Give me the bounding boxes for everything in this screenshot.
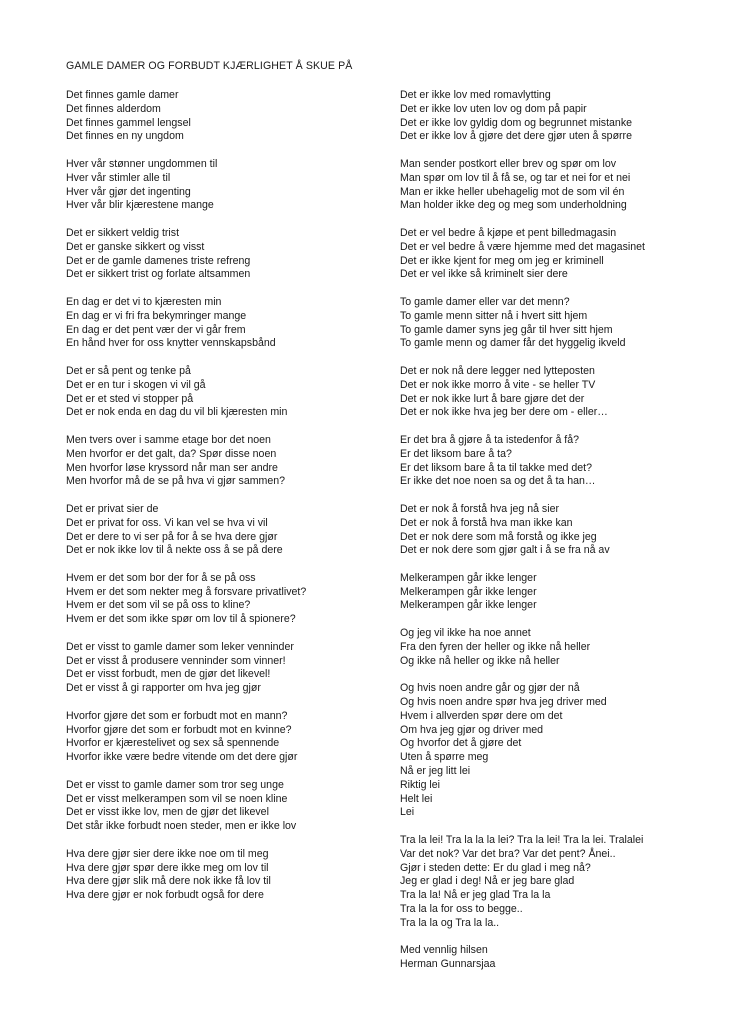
poem-line: To gamle damer eller var det menn? bbox=[400, 295, 570, 308]
poem-line: Det er nok ikke morro å vite - se heller TV bbox=[400, 378, 596, 391]
poem-line: Helt lei bbox=[400, 792, 433, 805]
poem-line: Det er ikke lov med romavlytting bbox=[400, 89, 551, 101]
stanza bbox=[400, 434, 720, 489]
poem-line: Men hvorfor er det galt, da? Spør disse noen bbox=[66, 447, 277, 460]
poem-line: Det er nok ikke hva jeg ber dere om - eller… bbox=[400, 406, 608, 419]
poem-line: Er det liksom bare å ta? bbox=[400, 447, 512, 460]
poem-line: Det er privat sier de bbox=[66, 502, 159, 515]
poem-line: Hvem er det som nekter meg å forsvare privatlivet? bbox=[66, 585, 307, 598]
poem-line: Hver vår stimler alle til bbox=[66, 171, 171, 184]
poem-line: Melkerampen går ikke lenger bbox=[400, 585, 537, 598]
poem-line: Med vennlig hilsen bbox=[400, 944, 488, 957]
poem-line: Hver vår stønner ungdommen til bbox=[66, 157, 218, 170]
poem-line: Det er nok dere som gjør galt i å se fra nå av bbox=[400, 544, 610, 557]
stanza bbox=[66, 296, 396, 351]
poem-line: Det er vel ikke så kriminelt sier dere bbox=[400, 268, 568, 281]
poem-line: En dag er vi fri fra bekymringer mange bbox=[66, 309, 247, 322]
poem-line: Det er visst å gi rapporter om hva jeg gjør bbox=[66, 682, 261, 695]
stanza bbox=[66, 503, 396, 558]
poem-line: Det er vel bedre å kjøpe et pent billedmagasin bbox=[400, 226, 617, 239]
left-column bbox=[66, 89, 396, 917]
poem-line: Hvem i allverden spør dere om det bbox=[400, 709, 563, 722]
poem-line: Om hva jeg gjør og driver med bbox=[400, 723, 544, 736]
poem-line: Hver vår gjør det ingenting bbox=[66, 185, 191, 198]
poem-line: Det finnes alderdom bbox=[66, 102, 161, 115]
poem-line: Det er ikke kjent for meg om jeg er kriminell bbox=[400, 254, 604, 267]
stanza bbox=[400, 365, 720, 420]
poem-line: Er det bra å gjøre å ta istedenfor å få? bbox=[400, 433, 580, 446]
poem-line: Det er nok ikke lov til å nekte oss å se på dere bbox=[66, 544, 283, 557]
poem-line: Det er nok dere som må forstå og ikke jeg bbox=[400, 530, 597, 543]
poem-line: To gamle menn sitter nå i hvert sitt hjem bbox=[400, 309, 588, 322]
poem-line: Det er visst ikke lov, men de gjør det likevel bbox=[66, 806, 269, 819]
poem-line: Og hvis noen andre spør hva jeg driver med bbox=[400, 696, 607, 709]
poem-line: Man er ikke heller ubehagelig mot de som vil én bbox=[400, 185, 625, 198]
poem-line: Det er nok nå dere legger ned lytteposten bbox=[400, 364, 595, 377]
poem-line: Lei bbox=[400, 806, 415, 819]
poem-line: Hvorfor gjøre det som er forbudt mot en kvinne? bbox=[66, 723, 292, 736]
poem-line: Det er vel bedre å være hjemme med det magasinet bbox=[400, 240, 645, 253]
poem-line: Men hvorfor må de se på hva vi gjør sammen? bbox=[66, 475, 286, 488]
poem-line: Melkerampen går ikke lenger bbox=[400, 599, 537, 612]
poem-line: Hvem er det som vil se på oss to kline? bbox=[66, 599, 251, 612]
poem-line: Hvorfor er kjærestelivet og sex så spennende bbox=[66, 737, 280, 750]
poem-line: En dag er det vi to kjæresten min bbox=[66, 295, 222, 308]
poem-line: Tra la lei! Tra la la la lei? Tra la lei! Tra la lei. Tralalei bbox=[400, 834, 644, 847]
poem-line: En dag er det pent vær der vi går frem bbox=[66, 323, 246, 336]
poem-line: Hva dere gjør sier dere ikke noe om til meg bbox=[66, 847, 269, 860]
poem-line: Det er dere to vi ser på for å se hva dere gjør bbox=[66, 530, 278, 543]
poem-line: Men hvorfor løse kryssord når man ser andre bbox=[66, 461, 278, 474]
poem-line: Tra la la og Tra la la.. bbox=[400, 916, 500, 929]
poem-line: Man spør om lov til å få se, og tar et nei for et nei bbox=[400, 171, 631, 184]
stanza bbox=[66, 365, 396, 420]
poem-line: Er ikke det noe noen sa og det å ta han… bbox=[400, 475, 596, 488]
poem-line: Det er visst å produsere venninder som vinner! bbox=[66, 654, 286, 667]
poem-line: Det er ikke lov gyldig dom og begrunnet mistanke bbox=[400, 116, 633, 129]
stanza bbox=[66, 89, 396, 144]
poem-line: Og hvorfor det å gjøre det bbox=[400, 737, 522, 750]
poem-line: Det er visst to gamle damer som tror seg unge bbox=[66, 778, 284, 791]
poem-line: En hånd hver for oss knytter vennskapsbånd bbox=[66, 337, 276, 350]
poem-line: Gjør i steden dette: Er du glad i meg nå? bbox=[400, 861, 591, 874]
poem-line: Det finnes en ny ungdom bbox=[66, 130, 184, 143]
poem-line: To gamle damer syns jeg går til hver sitt hjem bbox=[400, 323, 613, 336]
stanza bbox=[400, 227, 720, 282]
poem-line: Det er sikkert veldig trist bbox=[66, 226, 180, 239]
poem-line: Hvem er det som ikke spør om lov til å spionere? bbox=[66, 613, 296, 626]
poem-line: Det er en tur i skogen vi vil gå bbox=[66, 378, 206, 391]
poem-line: Riktig lei bbox=[400, 778, 441, 791]
stanza bbox=[66, 641, 396, 696]
poem-line: Det er visst forbudt, men de gjør det likevel! bbox=[66, 668, 271, 681]
poem-line: Det står ikke forbudt noen steder, men er ikke lov bbox=[66, 820, 297, 833]
stanza bbox=[66, 779, 396, 834]
poem-line: Tra la la for oss to begge.. bbox=[400, 903, 523, 916]
poem-line: Var det nok? Var det bra? Var det pent? Ånei.. bbox=[400, 847, 616, 860]
poem-line: Det er ganske sikkert og visst bbox=[66, 240, 205, 253]
poem-line: Hva dere gjør er nok forbudt også for dere bbox=[66, 889, 264, 902]
poem-line: Det er et sted vi stopper på bbox=[66, 392, 194, 405]
stanza bbox=[400, 627, 720, 668]
stanza bbox=[66, 158, 396, 213]
poem-line: Nå er jeg litt lei bbox=[400, 765, 471, 778]
right-column bbox=[400, 89, 720, 986]
poem-line: Det er visst melkerampen som vil se noen kline bbox=[66, 792, 288, 805]
poem-line: Melkerampen går ikke lenger bbox=[400, 571, 537, 584]
poem-line: Hvem er det som bor der for å se på oss bbox=[66, 571, 256, 584]
stanza bbox=[400, 682, 720, 820]
stanza bbox=[400, 296, 720, 351]
stanza bbox=[400, 503, 720, 558]
stanza bbox=[66, 227, 396, 282]
poem-line: Hvorfor gjøre det som er forbudt mot en mann? bbox=[66, 709, 288, 722]
stanza bbox=[400, 158, 720, 213]
poem-line: Det er nok å forstå hva man ikke kan bbox=[400, 516, 573, 529]
poem-line: Det er de gamle damenes triste refreng bbox=[66, 254, 251, 267]
poem-line: Det er privat for oss. Vi kan vel se hva vi vil bbox=[66, 516, 268, 529]
stanza bbox=[400, 89, 720, 144]
poem-line: Hvorfor ikke være bedre vitende om det dere gjør bbox=[66, 751, 298, 764]
stanza bbox=[66, 434, 396, 489]
poem-line: Det er så pent og tenke på bbox=[66, 364, 191, 377]
poem-line: Det er nok enda en dag du vil bli kjæresten min bbox=[66, 406, 288, 419]
poem-line: Det er nok ikke lurt å bare gjøre det der bbox=[400, 392, 585, 405]
poem-line: Og ikke nå heller og ikke nå heller bbox=[400, 654, 560, 667]
poem-line: Herman Gunnarsjaa bbox=[400, 958, 496, 971]
poem-line: Hva dere gjør slik må dere nok ikke få lov til bbox=[66, 875, 271, 888]
poem-line: Men tvers over i samme etage bor det noen bbox=[66, 433, 271, 446]
poem-line: Tra la la! Nå er jeg glad Tra la la bbox=[400, 889, 551, 902]
poem-line: Og jeg vil ikke ha noe annet bbox=[400, 627, 531, 640]
stanza bbox=[400, 834, 720, 931]
poem-line: Fra den fyren der heller og ikke nå heller bbox=[400, 640, 591, 653]
stanza bbox=[66, 848, 396, 903]
poem-line: Det er sikkert trist og forlate altsammen bbox=[66, 268, 251, 281]
poem-line: Det er nok å forstå hva jeg nå sier bbox=[400, 502, 559, 515]
poem-line: Hver vår blir kjærestene mange bbox=[66, 199, 214, 212]
poem-title: GAMLE DAMER OG FORBUDT KJÆRLIGHET Å SKUE PÅ bbox=[66, 60, 353, 72]
poem-line: Det finnes gammel lengsel bbox=[66, 116, 191, 129]
poem-line: Det er visst to gamle damer som leker venninder bbox=[66, 640, 294, 653]
stanza bbox=[400, 572, 720, 613]
stanza bbox=[66, 572, 396, 627]
poem-line: Det er ikke lov å gjøre det dere gjør uten å spørre bbox=[400, 130, 632, 143]
poem-line: Det er ikke lov uten lov og dom på papir bbox=[400, 102, 587, 115]
stanza bbox=[66, 710, 396, 765]
poem-line: Uten å spørre meg bbox=[400, 751, 489, 764]
poem-line: Og hvis noen andre går og gjør der nå bbox=[400, 682, 580, 695]
poem-line: Man holder ikke deg og meg som underholdning bbox=[400, 199, 627, 212]
poem-line: Det finnes gamle damer bbox=[66, 89, 179, 101]
poem-line: Er det liksom bare å ta til takke med det? bbox=[400, 461, 592, 474]
poem-line: Man sender postkort eller brev og spør om lov bbox=[400, 157, 617, 170]
poem-line: To gamle menn og damer får det hyggelig ikveld bbox=[400, 337, 626, 350]
stanza bbox=[400, 944, 720, 972]
poem-line: Hva dere gjør spør dere ikke meg om lov til bbox=[66, 861, 269, 874]
poem-line: Jeg er glad i deg! Nå er jeg bare glad bbox=[400, 875, 575, 888]
